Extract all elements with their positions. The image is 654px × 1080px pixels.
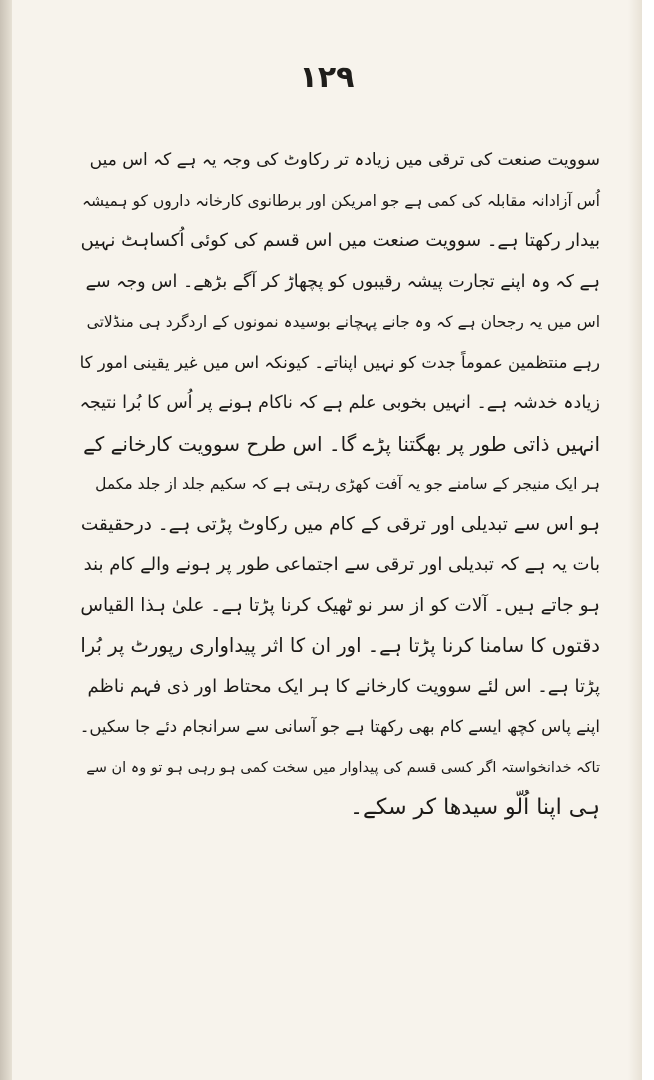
text-line: ہر ایک منیجر کے سامنے جو یہ آفت کھڑی رہتی ہے کہ سکیم جلد از جلد مکمل	[95, 475, 600, 493]
text-line: انہیں ذاتی طور پر بھگتنا پڑے گا۔ اس طرح سوویت کارخانے کے	[83, 431, 600, 456]
text-line: زیادہ خدشہ ہے۔ انہیں بخوبی علم ہے کہ ناکام ہونے پر اُس کا بُرا نتیجہ	[79, 393, 600, 413]
text-line: تاکہ خدانخواستہ اگر کسی قسم کی پیداوار میں سخت کمی ہو رہی ہو تو وہ ان سے	[86, 759, 600, 776]
text-line: ہو اس سے تبدیلی اور ترقی کے کام میں رکاوٹ پڑتی ہے۔ درحقیقت	[80, 513, 600, 535]
text-line: اُس آزادانہ مقابلہ کی کمی ہے جو امریکن اور برطانوی کارخانہ داروں کو ہمیشہ	[81, 191, 600, 210]
text-line: ہے کہ وہ اپنے تجارت پیشہ رقیبوں کو پچھاڑ کر آگے بڑھے۔ اس وجہ سے	[85, 271, 600, 292]
text-line: بیدار رکھتا ہے۔ سوویت صنعت میں اس قسم کی کوئی اُکساہٹ نہیں	[80, 230, 600, 251]
text-line: اپنے پاس کچھ ایسے کام بھی رکھتا ہے جو آسانی سے سرانجام دئے جا سکیں۔	[79, 717, 600, 736]
text-line: اس میں یہ رجحان ہے کہ وہ جانے پہچانے بوسیدہ نمونوں کے اردگرد ہی منڈلاتی	[86, 313, 600, 331]
text-line: پڑتا ہے۔ اس لئے سوویت کارخانے کا ہر ایک محتاط اور ذی فہم ناظم	[87, 675, 600, 697]
text-line: بات یہ ہے کہ تبدیلی اور ترقی سے اجتماعی طور پر ہونے والے کام بند	[83, 554, 600, 575]
text-line: رہے منتظمین عموماً جدت کو نہیں اپناتے۔ کیونکہ اس میں غیر یقینی امور کا	[79, 352, 600, 372]
text-line: سوویت صنعت کی ترقی میں زیادہ تر رکاوٹ کی وجہ یہ ہے کہ اس میں	[89, 150, 600, 170]
body-text	[80, 140, 600, 829]
text-line: دقتوں کا سامنا کرنا پڑتا ہے۔ اور ان کا اثر پیداواری رپورٹ پر بُرا	[80, 634, 600, 657]
text-line: ہی اپنا اُلّو سیدھا کر سکے۔	[350, 795, 600, 820]
page-number: ۱۲۹	[299, 60, 355, 95]
page-edge	[628, 0, 642, 1080]
text-line: ہو جاتے ہیں۔ آلات کو از سر نو ٹھیک کرنا پڑتا ہے۔ علیٰ ہذا القیاس	[80, 594, 600, 616]
